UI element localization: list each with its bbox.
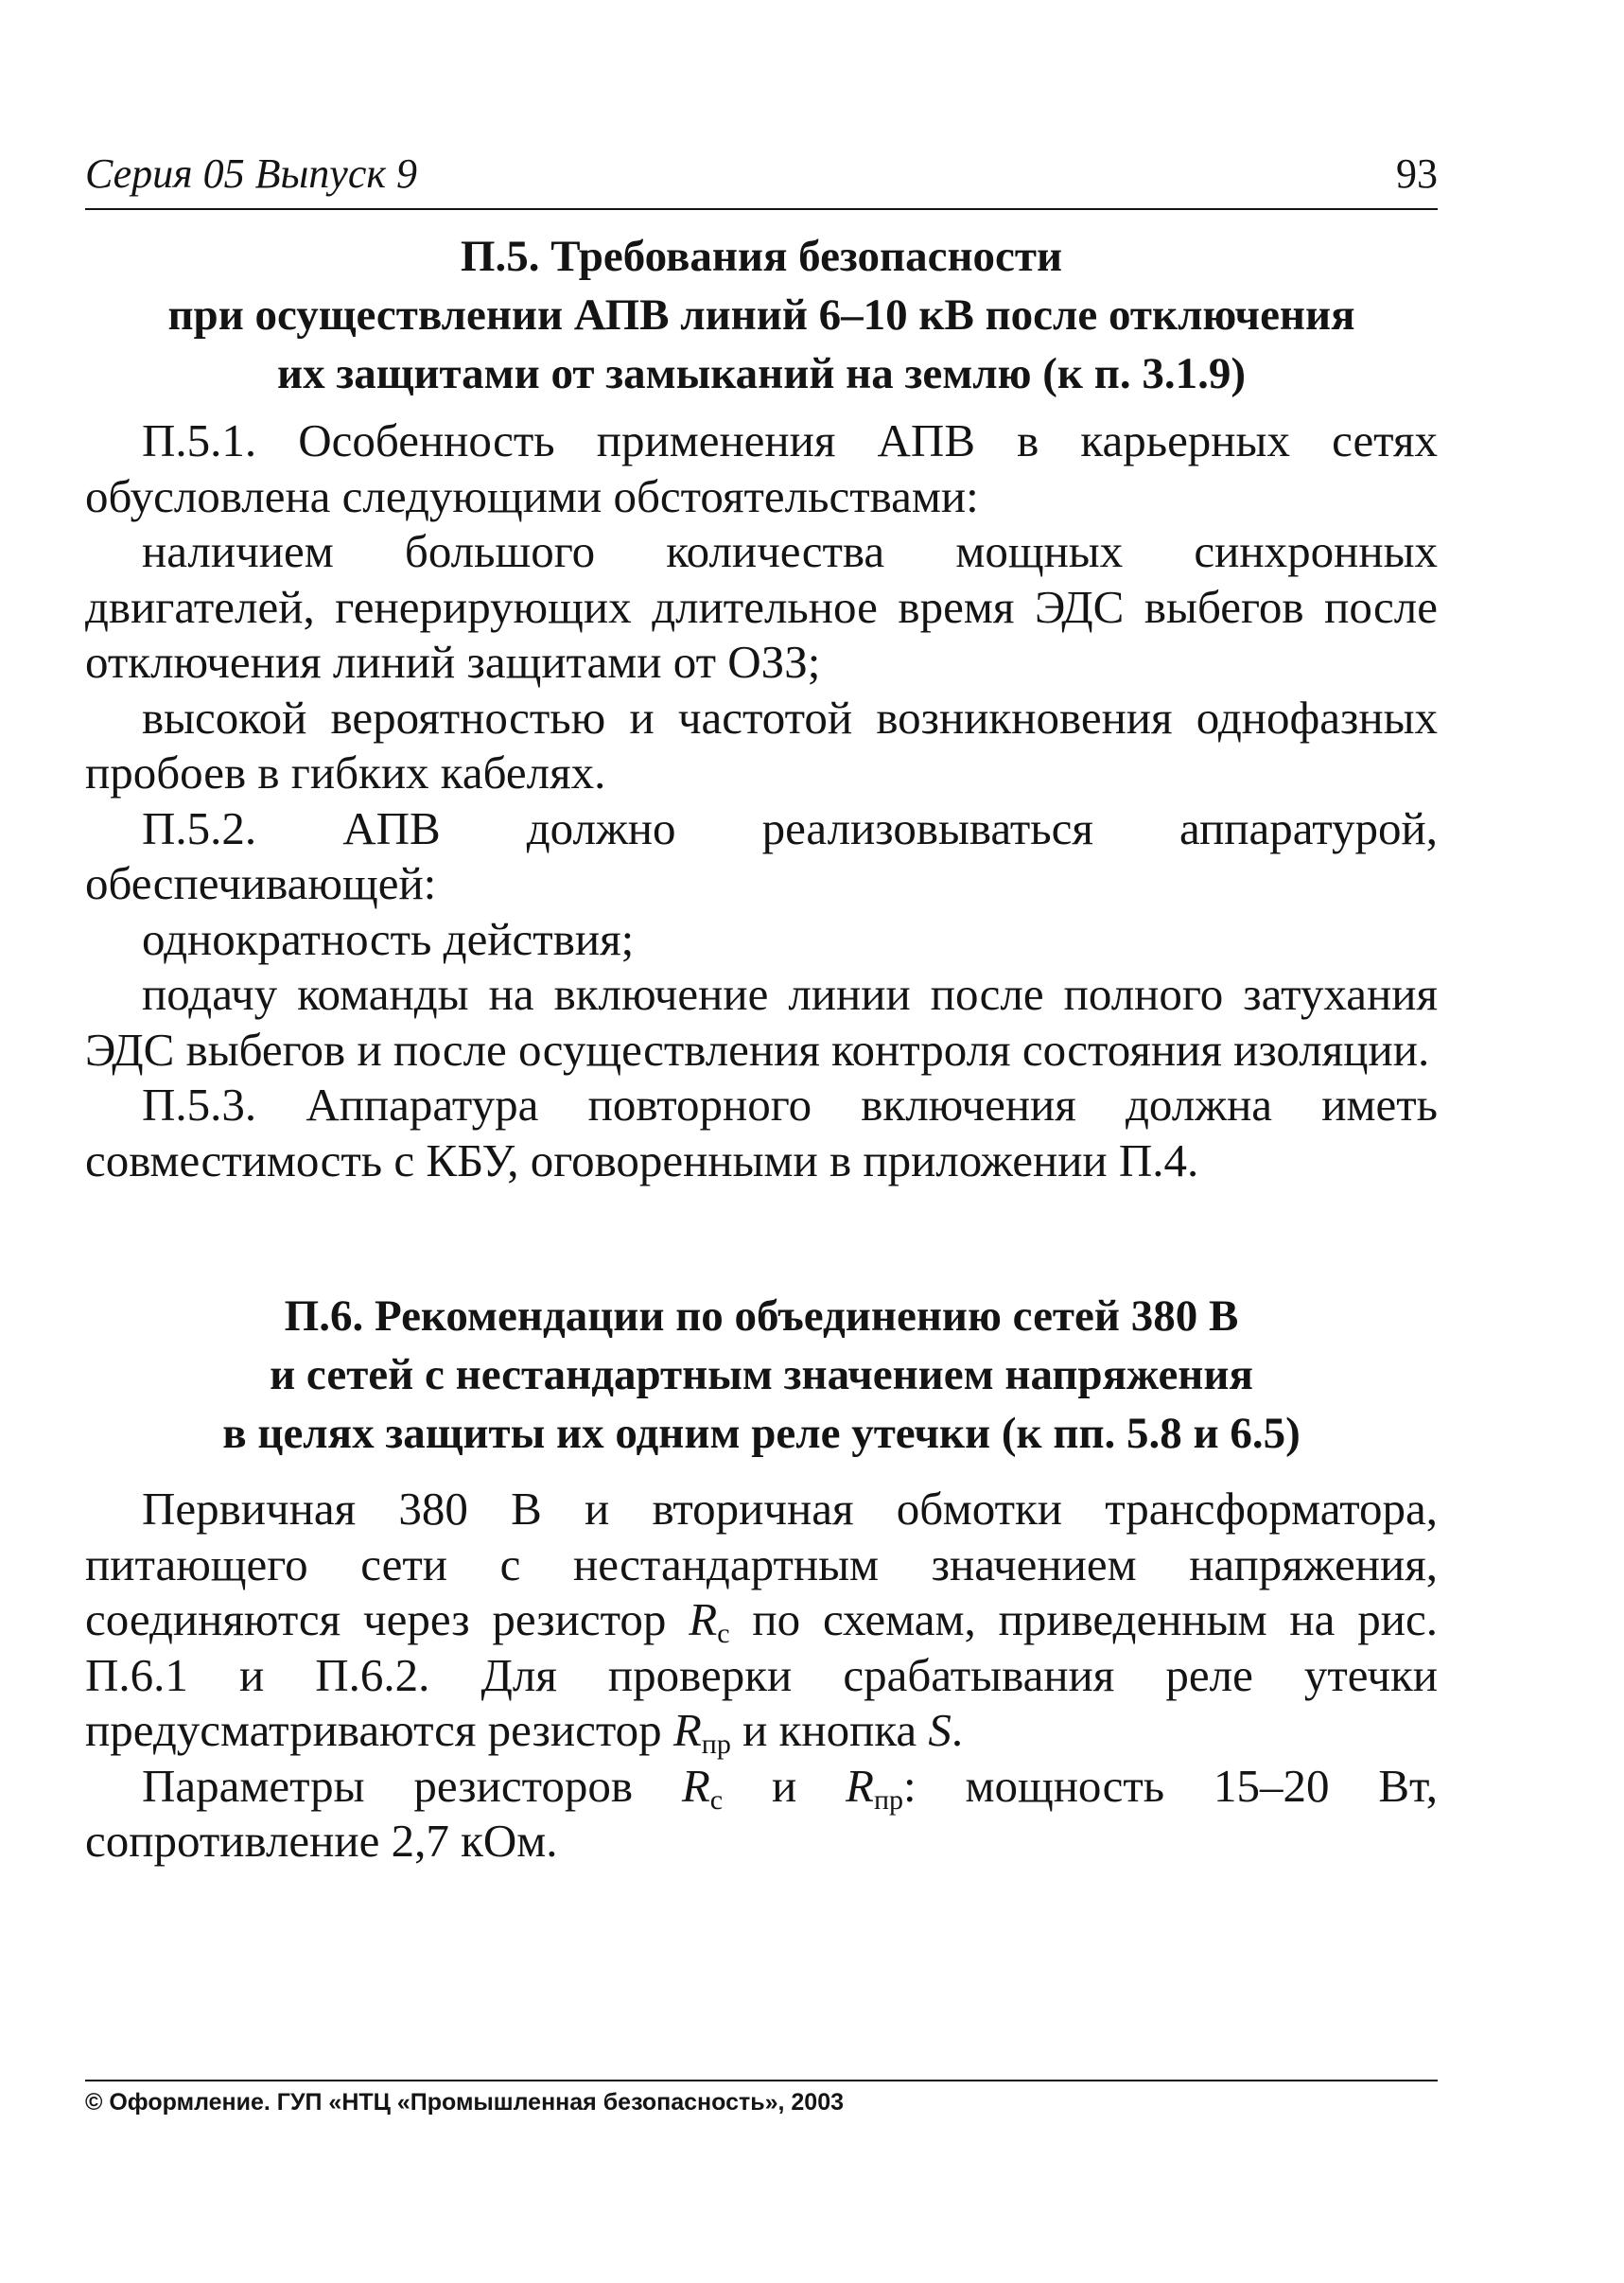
subscript: пр <box>873 1783 904 1816</box>
button-symbol: S <box>928 1704 952 1756</box>
section-5-title-line: их защитами от замыканий на землю (к п. 3.1.9) <box>277 349 1246 398</box>
paragraph-6-2: Параметры резисторов $R_с$ и $R_{пр}$: мощность 15–20 Вт, сопротивление 2,7 кОм. <box>85 1759 1438 1867</box>
resistor-symbol: R <box>672 1704 702 1756</box>
section-5-title-line: при осуществлении АПВ линий 6–10 кВ после отключения <box>167 290 1355 340</box>
resistor-symbol: R <box>689 1593 718 1645</box>
resistor-symbol: R <box>846 1759 874 1812</box>
paragraph-5-2: П.5.2. АПВ должно реализовываться аппаратурой, обеспечивающей: <box>85 801 1438 909</box>
page-footer <box>85 2080 1438 2116</box>
paragraph-5-3: П.5.3. Аппаратура повторного включения должна иметь совместимость с КБУ, оговоренными в приложении П.4. <box>85 1079 1438 1186</box>
page-number: 93 <box>1396 150 1438 197</box>
section-6-title-line: П.6. Рекомендации по объединению сетей 380 В <box>284 1291 1239 1341</box>
section-6-title-line: в целях защиты их одним реле утечки (к пп. 5.8 и 6.5) <box>222 1409 1301 1458</box>
paragraph-item: подачу команды на включение линии после полного затухания ЭДС выбегов и после осуществления контроля состояния изоляции. <box>85 968 1438 1076</box>
series-label: Серия 05 Выпуск 9 <box>85 150 417 197</box>
paragraph-6-1: Первичная 380 В и вторичная обмотки трансформатора, питающего сети с нестандартным значением напряжения, соединяются через резистор $R_с$ по схемам, приведенным на рис. П.6.1 и П.6.2. Для проверки срабатывания реле утечки предусматриваются резистор $R_{пр}$ и кнопка S. <box>85 1483 1438 1760</box>
section-5-title-line: П.5. Требования безопасности <box>460 232 1063 281</box>
running-header <box>85 149 1438 212</box>
paragraph-item: высокой вероятностью и частотой возникновения однофазных пробоев в гибких кабелях. <box>85 691 1438 799</box>
subscript: пр <box>701 1729 731 1760</box>
footer-rule <box>85 2080 1438 2081</box>
section-6-body <box>85 1482 1438 1870</box>
resistor-symbol: R <box>681 1759 710 1812</box>
subscript: с <box>717 1618 730 1649</box>
copyright-note: © Оформление. ГУП «НТЦ «Промышленная безопасность», 2003 <box>85 2089 845 2116</box>
section-6-title <box>85 1287 1438 1463</box>
section-5-body <box>85 413 1438 1188</box>
header-rule <box>85 208 1438 210</box>
paragraph-item: наличием большого количества мощных синхронных двигателей, генерирующих длительное время ЭДС выбегов после отключения линий защитами от ОЗЗ; <box>85 525 1438 688</box>
section-6-title-line: и сетей с нестандартным значением напряжения <box>270 1350 1253 1399</box>
paragraph-5-1: П.5.1. Особенность применения АПВ в карьерных сетях обусловлена следующими обстоятельствами: <box>85 414 1438 522</box>
subscript: с <box>709 1783 724 1816</box>
paragraph-item: однократность действия; <box>142 912 635 965</box>
section-5-title <box>85 227 1438 403</box>
